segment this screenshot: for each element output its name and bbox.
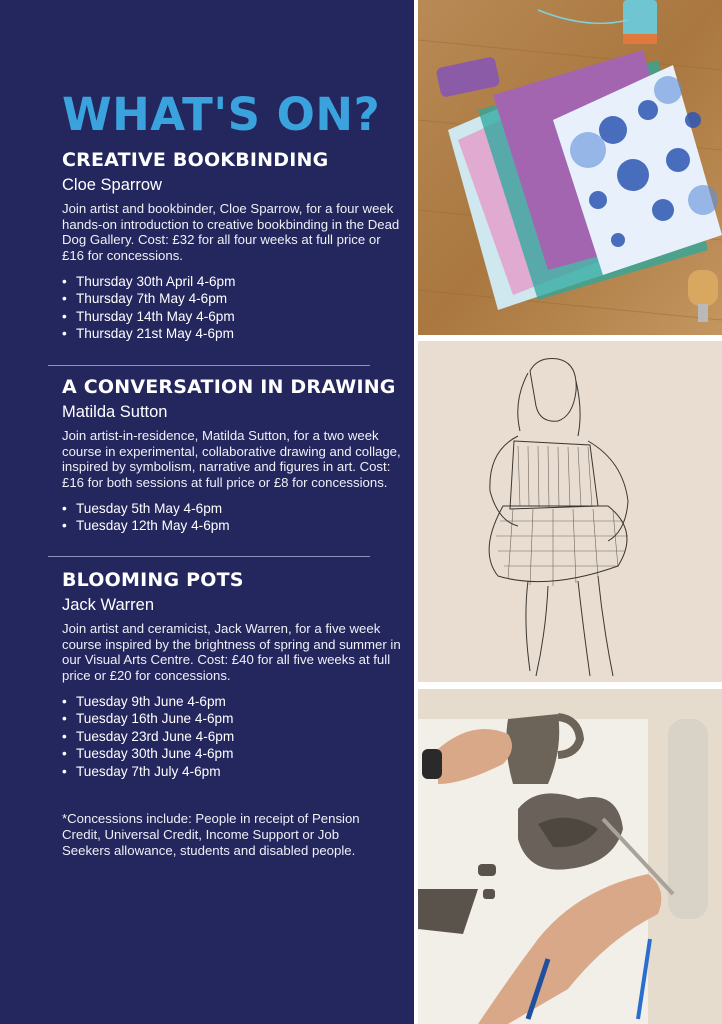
section-divider	[48, 365, 370, 366]
date-item: • Tuesday 23rd June 4-6pm	[62, 728, 235, 744]
date-item: • Thursday 21st May 4-6pm	[62, 326, 234, 342]
event-drawing	[62, 376, 402, 535]
event-host: Cloe Sparrow	[62, 176, 162, 194]
date-item: • Thursday 7th May 4-6pm	[62, 291, 228, 307]
event-title: A CONVERSATION IN DRAWING	[62, 376, 396, 398]
pottery-photo	[418, 689, 722, 1024]
event-description: Join artist-in-residence, Matilda Sutton, for a two week course in experimental, collaborative drawing and collage, inspired by symbolism, narrative and figures in art. Cost: £16 for both sessions at full price or £8 for concessions.	[62, 428, 401, 490]
section-divider	[48, 556, 370, 557]
bookbinding-photo	[418, 0, 722, 335]
date-item: • Tuesday 5th May 4-6pm	[62, 501, 223, 516]
event-dates	[62, 500, 402, 535]
event-title: CREATIVE BOOKBINDING	[62, 149, 329, 171]
date-item: • Tuesday 7th July 4-6pm	[62, 763, 221, 779]
page-title: WHAT'S ON?	[62, 88, 381, 141]
drawing-photo	[418, 341, 722, 682]
date-item: • Thursday 14th May 4-6pm	[62, 308, 235, 324]
event-host: Jack Warren	[62, 596, 154, 614]
date-item: • Tuesday 12th May 4-6pm	[62, 518, 230, 534]
date-item: • Tuesday 30th June 4-6pm	[62, 746, 234, 762]
event-description: Join artist and bookbinder, Cloe Sparrow, for a four week hands-on introduction to creative bookbinding in the Dead Dog Gallery. Cost: £32 for all four weeks at full price or £16 for concessions.	[62, 201, 400, 263]
date-item: • Tuesday 16th June 4-6pm	[62, 711, 234, 727]
event-dates	[62, 693, 402, 780]
event-bookbinding	[62, 149, 402, 343]
event-description: Join artist and ceramicist, Jack Warren, for a five week course inspired by the brightness of spring and summer in our Visual Arts Centre. Cost: £40 for all five weeks at full price or £20 for concessions.	[62, 621, 401, 683]
concessions-note: *Concessions include: People in receipt of Pension Credit, Universal Credit, Income Support or Job Seekers allowance, students and disabled people.	[62, 811, 360, 858]
event-title: BLOOMING POTS	[62, 569, 244, 591]
event-dates	[62, 273, 402, 343]
date-item: • Tuesday 9th June 4-6pm	[62, 694, 226, 709]
event-host: Matilda Sutton	[62, 403, 168, 421]
photo-column	[414, 0, 722, 1024]
event-blooming-pots	[62, 569, 402, 780]
date-item: • Thursday 30th April 4-6pm	[62, 274, 236, 289]
